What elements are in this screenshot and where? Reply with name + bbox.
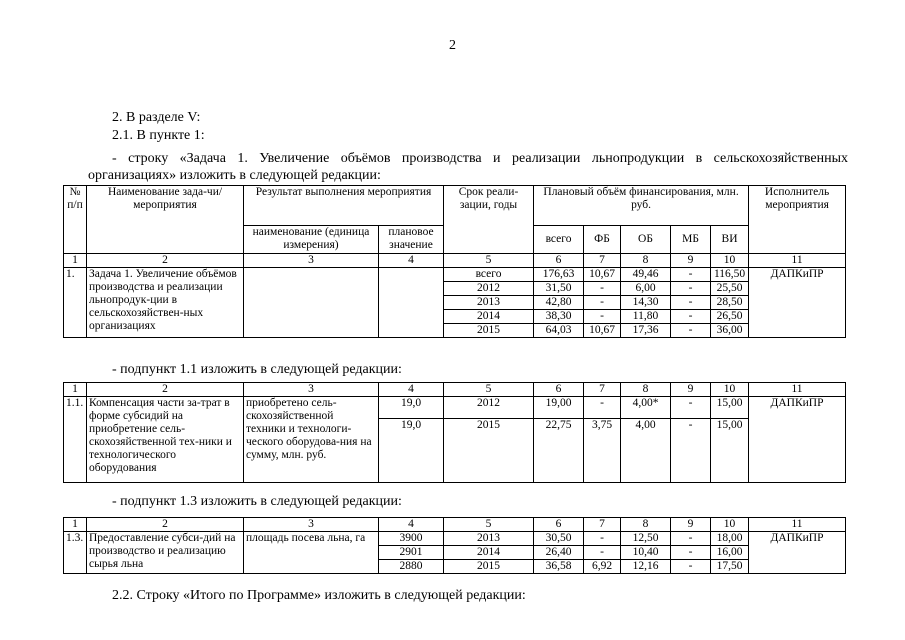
term-cell: 2013	[444, 532, 534, 546]
col-number: 4	[379, 518, 444, 532]
header-num: № п/п	[64, 186, 87, 254]
vi-cell: 18,00	[711, 532, 749, 546]
col-number: 5	[444, 383, 534, 397]
vi-cell: 17,50	[711, 560, 749, 574]
mb-cell: -	[671, 419, 711, 483]
total-cell: 176,63	[534, 268, 584, 282]
col-number: 10	[711, 518, 749, 532]
section-heading: 2. В разделе V:	[112, 110, 201, 125]
mb-cell: -	[671, 324, 711, 338]
col-number: 6	[534, 518, 584, 532]
result-name-cell: площадь посева льна, га	[244, 532, 379, 574]
result-name-cell: приобретено сель-скохозяйственной техники и технологи-ческого оборудова-ния на сумму, млн. руб.	[244, 397, 379, 483]
mb-cell: -	[671, 282, 711, 296]
ob-cell: 11,80	[621, 310, 671, 324]
vi-cell: 36,00	[711, 324, 749, 338]
total-cell: 64,03	[534, 324, 584, 338]
result-value-cell: 2880	[379, 560, 444, 574]
total-cell: 42,80	[534, 296, 584, 310]
table-subitem-1-1	[63, 382, 846, 483]
col-number: 6	[534, 254, 584, 268]
col-number: 2	[87, 254, 244, 268]
col-number: 3	[244, 254, 379, 268]
row-num: 1.1.	[64, 397, 87, 483]
header-funding: Плановый объём финансирования, млн. руб.	[534, 186, 749, 226]
fb-cell: 3,75	[584, 419, 621, 483]
mb-cell: -	[671, 310, 711, 324]
total-cell: 26,40	[534, 546, 584, 560]
col-number: 7	[584, 254, 621, 268]
ob-cell: 14,30	[621, 296, 671, 310]
executor-cell: ДАПКиПР	[749, 268, 846, 338]
total-cell: 19,00	[534, 397, 584, 419]
mb-cell: -	[671, 560, 711, 574]
mb-cell: -	[671, 268, 711, 282]
total-cell: 31,50	[534, 282, 584, 296]
col-number: 3	[244, 383, 379, 397]
ob-cell: 49,46	[621, 268, 671, 282]
ob-cell: 4,00	[621, 419, 671, 483]
instruction-paragraph: - строку «Задача 1. Увеличение объёмов производства и реализации льнопродукции в сельскохозяйственных организациях» изложить в следующей редакции:	[88, 151, 848, 183]
fb-cell: -	[584, 397, 621, 419]
col-number: 8	[621, 383, 671, 397]
executor-cell: ДАПКиПР	[749, 397, 846, 483]
col-number: 1	[64, 254, 87, 268]
header-executor: Исполнитель мероприятия	[749, 186, 846, 254]
total-cell: 30,50	[534, 532, 584, 546]
fb-cell: -	[584, 296, 621, 310]
row-num: 1.3.	[64, 532, 87, 574]
header-result-name: наименование (единица измерения)	[244, 226, 379, 254]
header-vi: ВИ	[711, 226, 749, 254]
ob-cell: 17,36	[621, 324, 671, 338]
item-heading: 2.1. В пункте 1:	[112, 128, 205, 143]
term-cell: 2015	[444, 419, 534, 483]
col-number: 7	[584, 518, 621, 532]
col-number: 11	[749, 518, 846, 532]
task-name: Задача 1. Увеличение объёмов производства и реализации льнопродук-ции в сельскохозяйствен-ных организациях	[87, 268, 244, 338]
header-name: Наименование зада-чи/мероприятия	[87, 186, 244, 254]
col-number: 9	[671, 254, 711, 268]
table-subitem-1-3	[63, 517, 846, 574]
col-number: 7	[584, 383, 621, 397]
mb-cell: -	[671, 397, 711, 419]
total-line-heading: 2.2. Строку «Итого по Программе» изложить в следующей редакции:	[112, 588, 526, 603]
col-number: 9	[671, 383, 711, 397]
header-fb: ФБ	[584, 226, 621, 254]
table-task1	[63, 185, 846, 338]
total-cell: 38,30	[534, 310, 584, 324]
fb-cell: -	[584, 532, 621, 546]
col-number: 5	[444, 518, 534, 532]
total-cell: 36,58	[534, 560, 584, 574]
header-ob: ОБ	[621, 226, 671, 254]
vi-cell: 116,50	[711, 268, 749, 282]
measure-name: Предоставление субси-дий на производство и реализацию сырья льна	[87, 532, 244, 574]
col-number: 10	[711, 383, 749, 397]
fb-cell: 6,92	[584, 560, 621, 574]
term-cell: всего	[444, 268, 534, 282]
mb-cell: -	[671, 296, 711, 310]
vi-cell: 26,50	[711, 310, 749, 324]
term-cell: 2012	[444, 282, 534, 296]
page-number: 2	[449, 38, 456, 53]
term-cell: 2013	[444, 296, 534, 310]
col-number: 8	[621, 254, 671, 268]
ob-cell: 12,16	[621, 560, 671, 574]
result-value-cell: 19,0	[379, 397, 444, 419]
col-number: 10	[711, 254, 749, 268]
header-result-value: плановое значение	[379, 226, 444, 254]
result-value-cell: 19,0	[379, 419, 444, 483]
col-number: 2	[87, 383, 244, 397]
mb-cell: -	[671, 546, 711, 560]
term-cell: 2014	[444, 546, 534, 560]
fb-cell: 10,67	[584, 324, 621, 338]
vi-cell: 15,00	[711, 397, 749, 419]
header-result: Результат выполнения мероприятия	[244, 186, 444, 226]
col-number: 9	[671, 518, 711, 532]
ob-cell: 12,50	[621, 532, 671, 546]
header-total: всего	[534, 226, 584, 254]
result-value-cell: 3900	[379, 532, 444, 546]
fb-cell: -	[584, 310, 621, 324]
term-cell: 2012	[444, 397, 534, 419]
term-cell: 2014	[444, 310, 534, 324]
col-number: 11	[749, 383, 846, 397]
executor-cell: ДАПКиПР	[749, 532, 846, 574]
ob-cell: 6,00	[621, 282, 671, 296]
col-number: 1	[64, 383, 87, 397]
result-name-cell	[244, 268, 379, 338]
col-number: 8	[621, 518, 671, 532]
col-number: 4	[379, 383, 444, 397]
col-number: 2	[87, 518, 244, 532]
col-number: 6	[534, 383, 584, 397]
col-number: 4	[379, 254, 444, 268]
subitem-1-3-heading: - подпункт 1.3 изложить в следующей редакции:	[112, 494, 402, 509]
vi-cell: 28,50	[711, 296, 749, 310]
fb-cell: -	[584, 282, 621, 296]
col-number: 3	[244, 518, 379, 532]
vi-cell: 16,00	[711, 546, 749, 560]
result-value-cell: 2901	[379, 546, 444, 560]
term-cell: 2015	[444, 324, 534, 338]
col-number: 1	[64, 518, 87, 532]
col-number: 11	[749, 254, 846, 268]
fb-cell: -	[584, 546, 621, 560]
vi-cell: 25,50	[711, 282, 749, 296]
col-number: 5	[444, 254, 534, 268]
total-cell: 22,75	[534, 419, 584, 483]
fb-cell: 10,67	[584, 268, 621, 282]
vi-cell: 15,00	[711, 419, 749, 483]
subitem-1-1-heading: - подпункт 1.1 изложить в следующей редакции:	[112, 362, 402, 377]
result-value-cell	[379, 268, 444, 338]
ob-cell: 10,40	[621, 546, 671, 560]
term-cell: 2015	[444, 560, 534, 574]
header-mb: МБ	[671, 226, 711, 254]
row-num: 1.	[64, 268, 87, 338]
header-term: Срок реали-зации, годы	[444, 186, 534, 254]
ob-cell: 4,00*	[621, 397, 671, 419]
mb-cell: -	[671, 532, 711, 546]
measure-name: Компенсация части за-трат в форме субсидий на приобретение сель-скохозяйственной тех-ники и технологического оборудования	[87, 397, 244, 483]
